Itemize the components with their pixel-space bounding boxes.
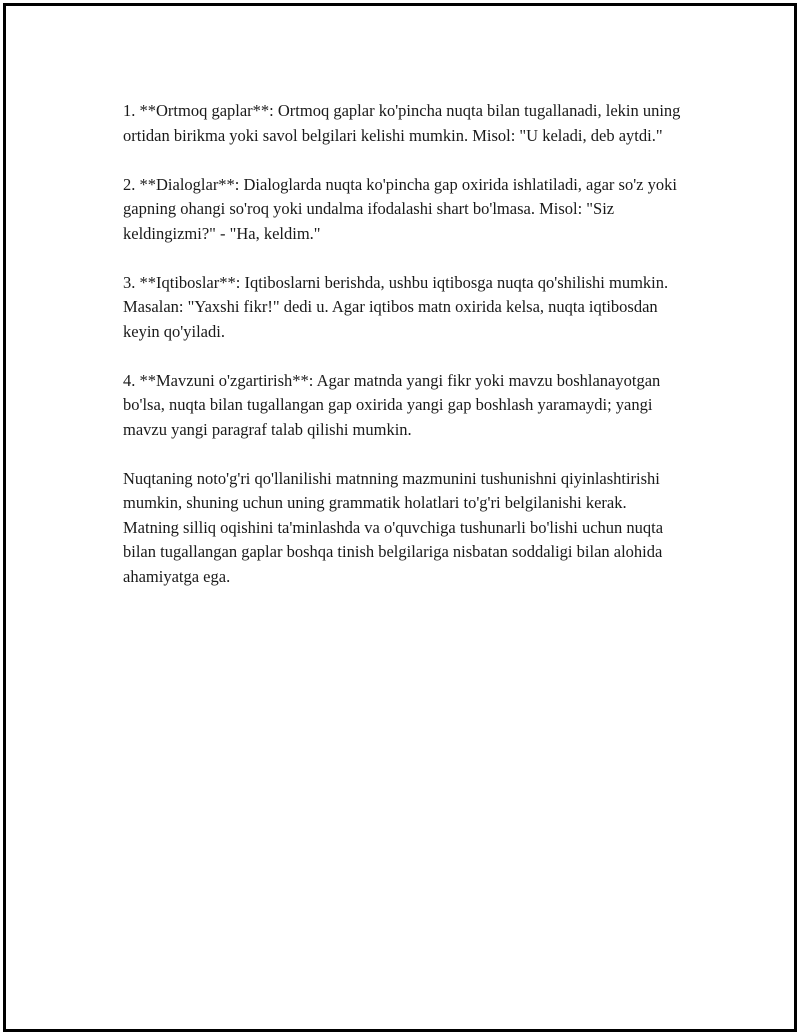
paragraph-mavzuni-ozgartirish: 4. **Mavzuni o'zgartirish**: Agar matnda yangi fikr yoki mavzu boshlanayotgan bo'lsa, nuqta bilan tugallangan gap oxirida yangi gap boshlash yaramaydi; yangi mavzu yangi paragraf talab qilishi mumkin. (123, 370, 661, 439)
paragraph-iqtiboslar: 3. **Iqtiboslar**: Iqtiboslarni berishda, ushbu iqtibosga nuqta qo'shilishi mumkin. Masalan: "Yaxshi fikr!" dedi u. Agar iqtibos matn oxirida kelsa, nuqta iqtibosdan keyin qo'yiladi. (123, 272, 669, 341)
page-frame (3, 3, 797, 1032)
paragraph-conclusion: Nuqtaning noto'g'ri qo'llanilishi matnning mazmunini tushunishni qiyinlashtirishi mumkin, shuning uchun uning grammatik holatlari to'g'ri belgilanishi kerak. Matning silliq oqishini ta'minlashda va o'quvchiga tushunarli bo'lishi uchun nuqta bilan tugallangan gaplar boshqa tinish belgilariga nisbatan soddaligi bilan alohida ahamiyatga ega. (123, 468, 664, 586)
paragraph-dialoglar: 2. **Dialoglar**: Dialoglarda nuqta ko'pincha gap oxirida ishlatiladi, agar so'z yoki gapning ohangi so'roq yoki undalma ifodalashi shart bo'lmasa. Misol: "Siz keldingizmi?" - "Ha, keldim." (123, 174, 677, 243)
document-body (123, 99, 683, 614)
paragraph-ortmoq-gaplar: 1. **Ortmoq gaplar**: Ortmoq gaplar ko'pincha nuqta bilan tugallanadi, lekin uning ortidan birikma yoki savol belgilari kelishi mumkin. Misol: "U keladi, deb aytdi." (123, 101, 681, 145)
